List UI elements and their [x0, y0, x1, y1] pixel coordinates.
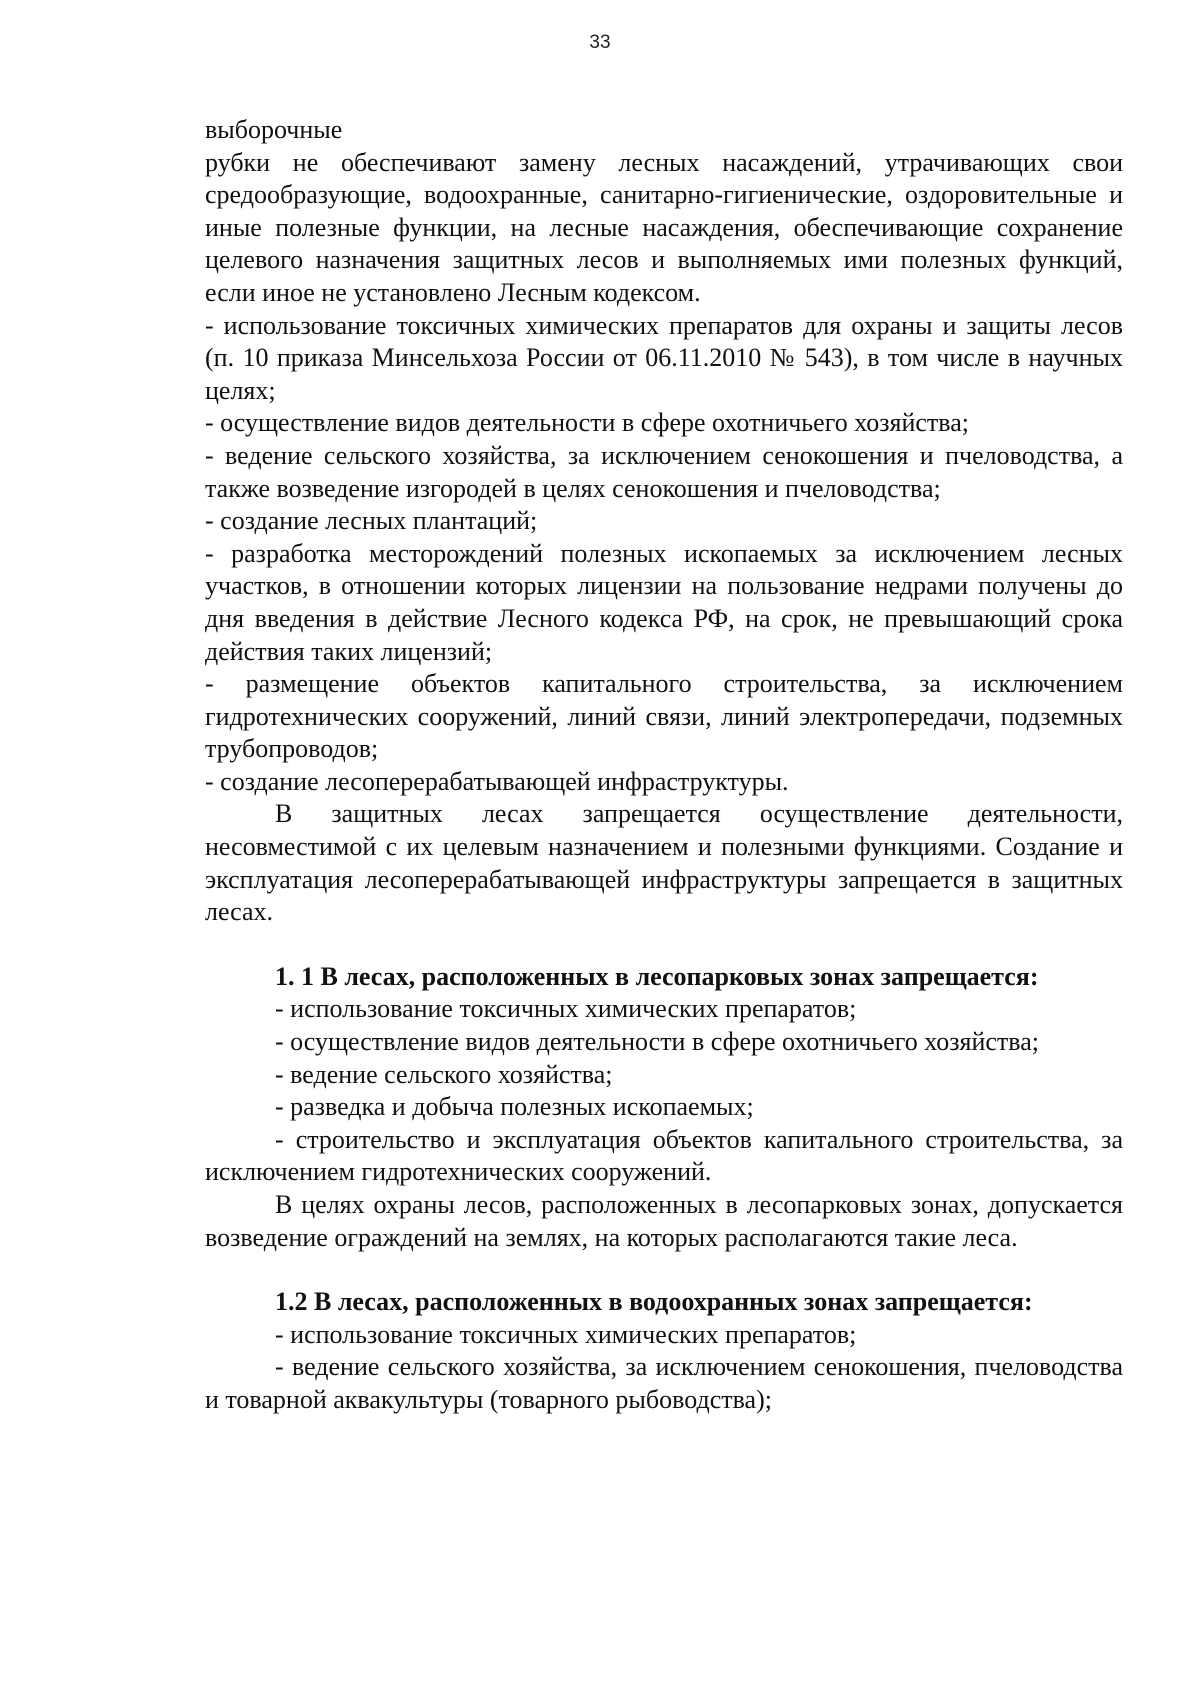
page-number: 33 — [589, 32, 611, 53]
list-item: - использование токсичных химических препаратов; — [275, 1319, 857, 1349]
page-content — [205, 114, 1123, 1417]
paragraph-text: В защитных лесах запрещается осуществление деятельности, несовместимой с их целевым назначением и полезными функциями. Создание и эксплуатация лесоперерабатывающей инфраструктуры запрещается в защитных лесах. — [205, 799, 1123, 927]
section-gap — [205, 1254, 1123, 1286]
section-heading: 1. 1 В лесах, расположенных в лесопарковых зонах запрещается: — [275, 961, 1039, 991]
list-item: - ведение сельского хозяйства; — [275, 1059, 613, 1089]
list-item: - создание лесных плантаций; — [205, 506, 538, 536]
list-item: - разработка месторождений полезных ископаемых за исключением лесных участков, в отношении которых лицензии на пользование недрами получены до дня введения в действие Лесного кодекса РФ, на срок, не превышающий срока действия таких лицензий; — [205, 538, 1123, 666]
list-item: - осуществление видов деятельности в сфере охотничьего хозяйства; — [205, 408, 969, 438]
list-item: - ведение сельского хозяйства, за исключением сенокошения и пчеловодства, а также возведение изгородей в целях сенокошения и пчеловодства; — [205, 440, 1123, 503]
section-heading: 1.2 В лесах, расположенных в водоохранных зонах запрещается: — [275, 1287, 1033, 1317]
paragraph-text: рубки не обеспечивают замену лесных насаждений, утрачивающих свои средообразующие, водоохранные, санитарно-гигиенические, оздоровительные и иные полезные функции, на лесные насаждения, обеспечивающие сохранение целевого назначения защитных лесов и выполняемых ими полезных функций, если иное не установлено Лесным кодексом. — [205, 147, 1123, 307]
paragraph-text: выборочные — [205, 115, 343, 144]
list-item: - строительство и эксплуатация объектов капитального строительства, за исключением гидротехнических сооружений. — [205, 1124, 1123, 1187]
paragraph-text: В целях охраны лесов, расположенных в лесопарковых зонах, допускается возведение ограждений на землях, на которых располагаются такие леса. — [205, 1190, 1123, 1252]
section-gap — [205, 929, 1123, 961]
list-item: - использование токсичных химических препаратов для охраны и защиты лесов (п. 10 приказа Минсельхоза России от 06.11.2010 № 543), в том числе в научных целях; — [205, 310, 1123, 405]
list-item: - использование токсичных химических препаратов; — [275, 994, 857, 1024]
list-item: - ведение сельского хозяйства, за исключением сенокошения, пчеловодства и товарной аквакультуры (товарного рыбоводства); — [205, 1352, 1123, 1414]
list-item: - создание лесоперерабатывающей инфраструктуры. — [205, 766, 789, 796]
list-item: - осуществление видов деятельности в сфере охотничьего хозяйства; — [275, 1027, 1039, 1057]
list-item: - размещение объектов капитального строительства, за исключением гидротехнических сооружений, линий связи, линий электропередачи, подземных трубопроводов; — [205, 669, 1123, 764]
list-item: - разведка и добыча полезных ископаемых; — [275, 1092, 754, 1122]
